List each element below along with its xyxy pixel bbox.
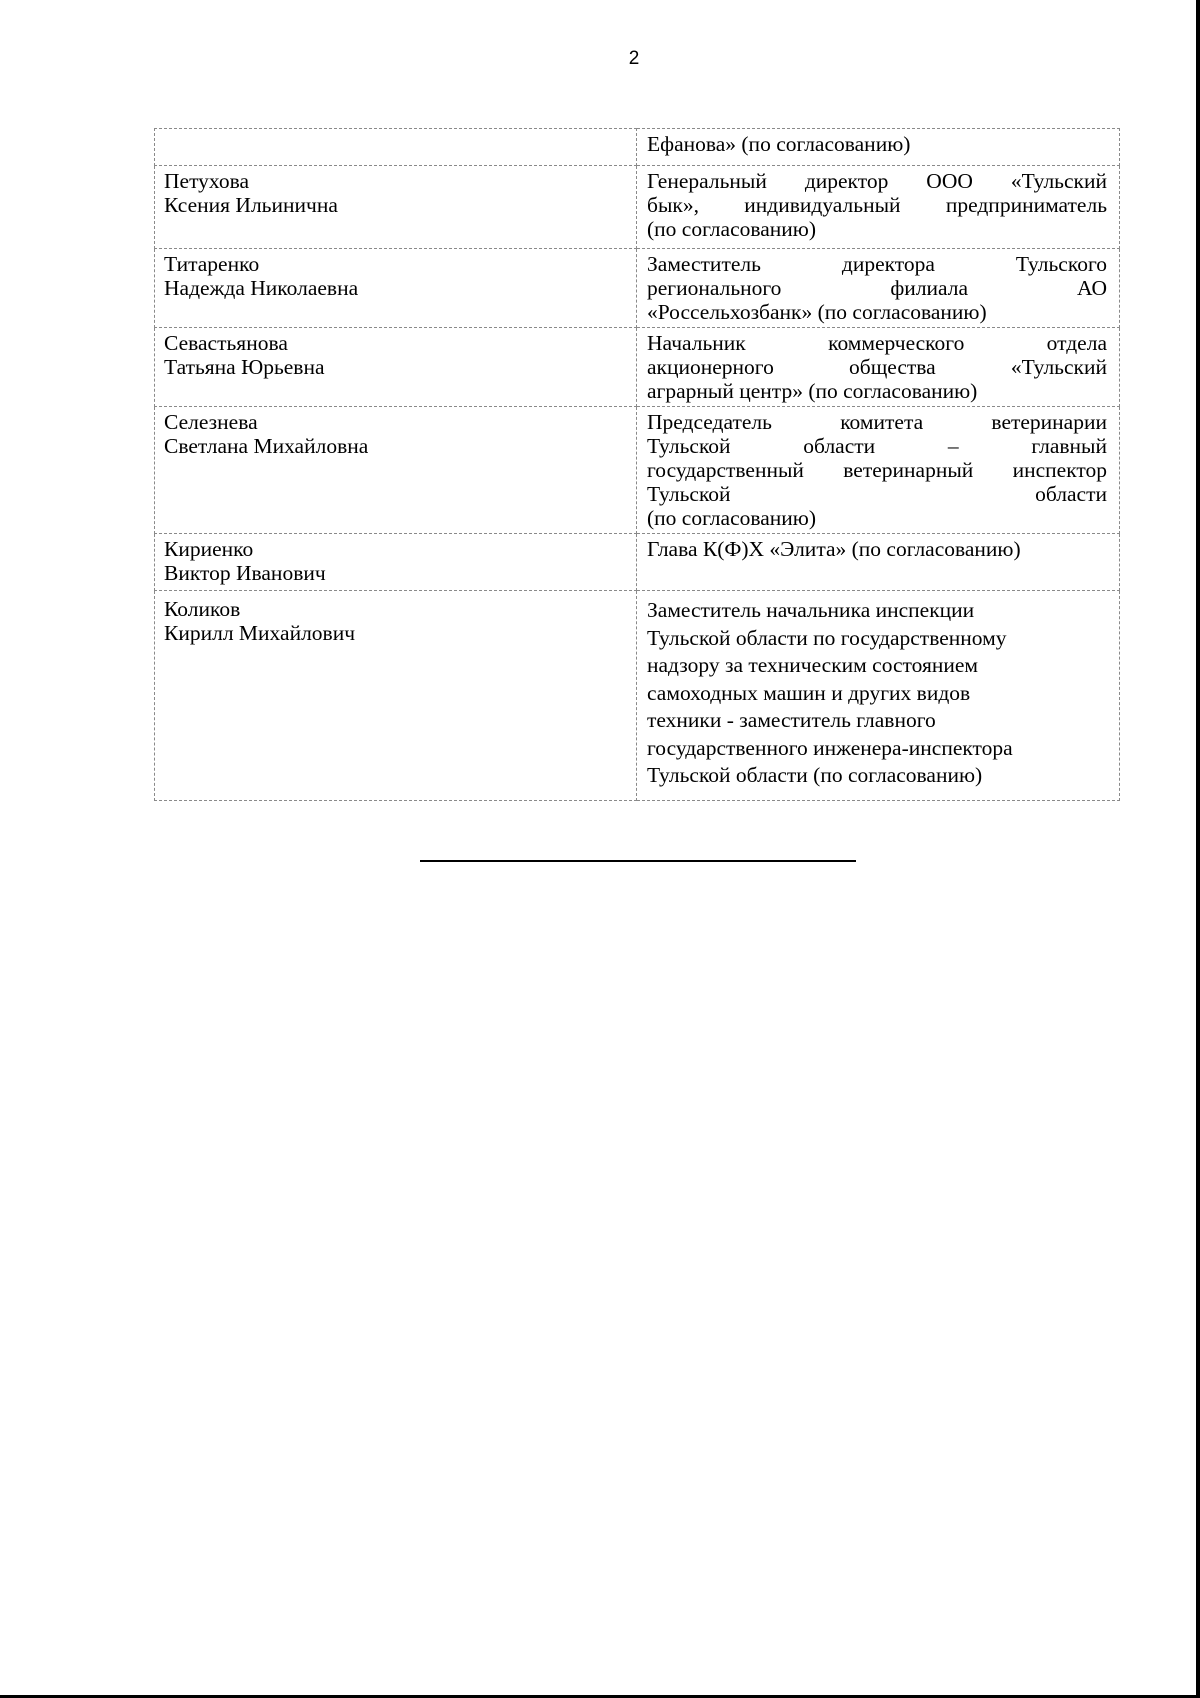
role-line: государственного инженера-инспектора: [647, 735, 1013, 760]
role-line: аграрный центр» (по согласованию): [647, 379, 978, 403]
member-name-cell: [155, 249, 637, 328]
member-given-names: Ксения Ильинична: [164, 193, 338, 217]
member-surname: Титаренко: [164, 252, 260, 276]
role-line: Тульской области: [647, 482, 1107, 506]
member-role-cell: [637, 249, 1120, 328]
role-line: Заместитель директора Тульского: [647, 252, 1107, 276]
role-line: Ефанова» (по согласованию): [647, 132, 911, 156]
table-row: [155, 407, 1120, 534]
role-line: Председатель комитета ветеринарии: [647, 410, 1107, 434]
role-line: Начальник коммерческого отдела: [647, 331, 1107, 355]
role-line: бык», индивидуальный предприниматель: [647, 193, 1107, 217]
role-line: Глава К(Ф)Х «Элита» (по согласованию): [647, 537, 1021, 561]
page-edge-right: [1196, 0, 1200, 1698]
member-surname: Коликов: [164, 597, 241, 621]
member-name-cell: [155, 534, 637, 591]
table-row: [155, 534, 1120, 591]
member-surname: Кириенко: [164, 537, 254, 561]
member-name-cell: [155, 328, 637, 407]
role-line: Тульской области (по согласованию): [647, 763, 983, 787]
member-role-cell: [637, 591, 1120, 801]
member-given-names: Виктор Иванович: [164, 561, 326, 585]
role-line: «Россельхозбанк» (по согласованию): [647, 300, 987, 324]
role-line: (по согласованию): [647, 506, 817, 530]
page-number: 2: [628, 48, 640, 69]
member-given-names: Кирилл Михайлович: [164, 621, 356, 645]
role-line: Тульской области по государственному: [647, 625, 1007, 650]
member-given-names: Светлана Михайловна: [164, 434, 369, 458]
table-row: [155, 166, 1120, 249]
role-line: техники - заместитель главного: [647, 708, 936, 732]
members-table: [154, 128, 1120, 801]
member-name-cell: [155, 166, 637, 249]
member-role-cell: [637, 166, 1120, 249]
member-name-cell: [155, 129, 637, 166]
member-role-cell: [637, 129, 1120, 166]
table-row: [155, 591, 1120, 801]
member-name-cell: [155, 591, 637, 801]
role-line: (по согласованию): [647, 217, 817, 241]
role-line: самоходных машин и других видов: [647, 680, 971, 705]
role-line: регионального филиала АО: [647, 276, 1107, 300]
member-role-cell: [637, 328, 1120, 407]
role-line: Заместитель начальника инспекции: [647, 598, 975, 622]
closing-rule: [420, 860, 856, 862]
member-surname: Селезнева: [164, 410, 258, 434]
member-name-cell: [155, 407, 637, 534]
member-given-names: Татьяна Юрьевна: [164, 355, 325, 379]
table-row: [155, 328, 1120, 407]
role-line: надзору за техническим состоянием: [647, 653, 979, 677]
member-surname: Севастьянова: [164, 331, 288, 355]
role-line: Тульской области – главный: [647, 434, 1107, 458]
member-role-cell: [637, 407, 1120, 534]
table-row: [155, 249, 1120, 328]
member-role-cell: [637, 534, 1120, 591]
role-line: акционерного общества «Тульский: [647, 355, 1107, 379]
table-row: [155, 129, 1120, 166]
member-given-names: Надежда Николаевна: [164, 276, 359, 300]
role-line: государственный ветеринарный инспектор: [647, 458, 1107, 482]
member-surname: Петухова: [164, 169, 250, 193]
role-line: Генеральный директор ООО «Тульский: [647, 169, 1107, 193]
